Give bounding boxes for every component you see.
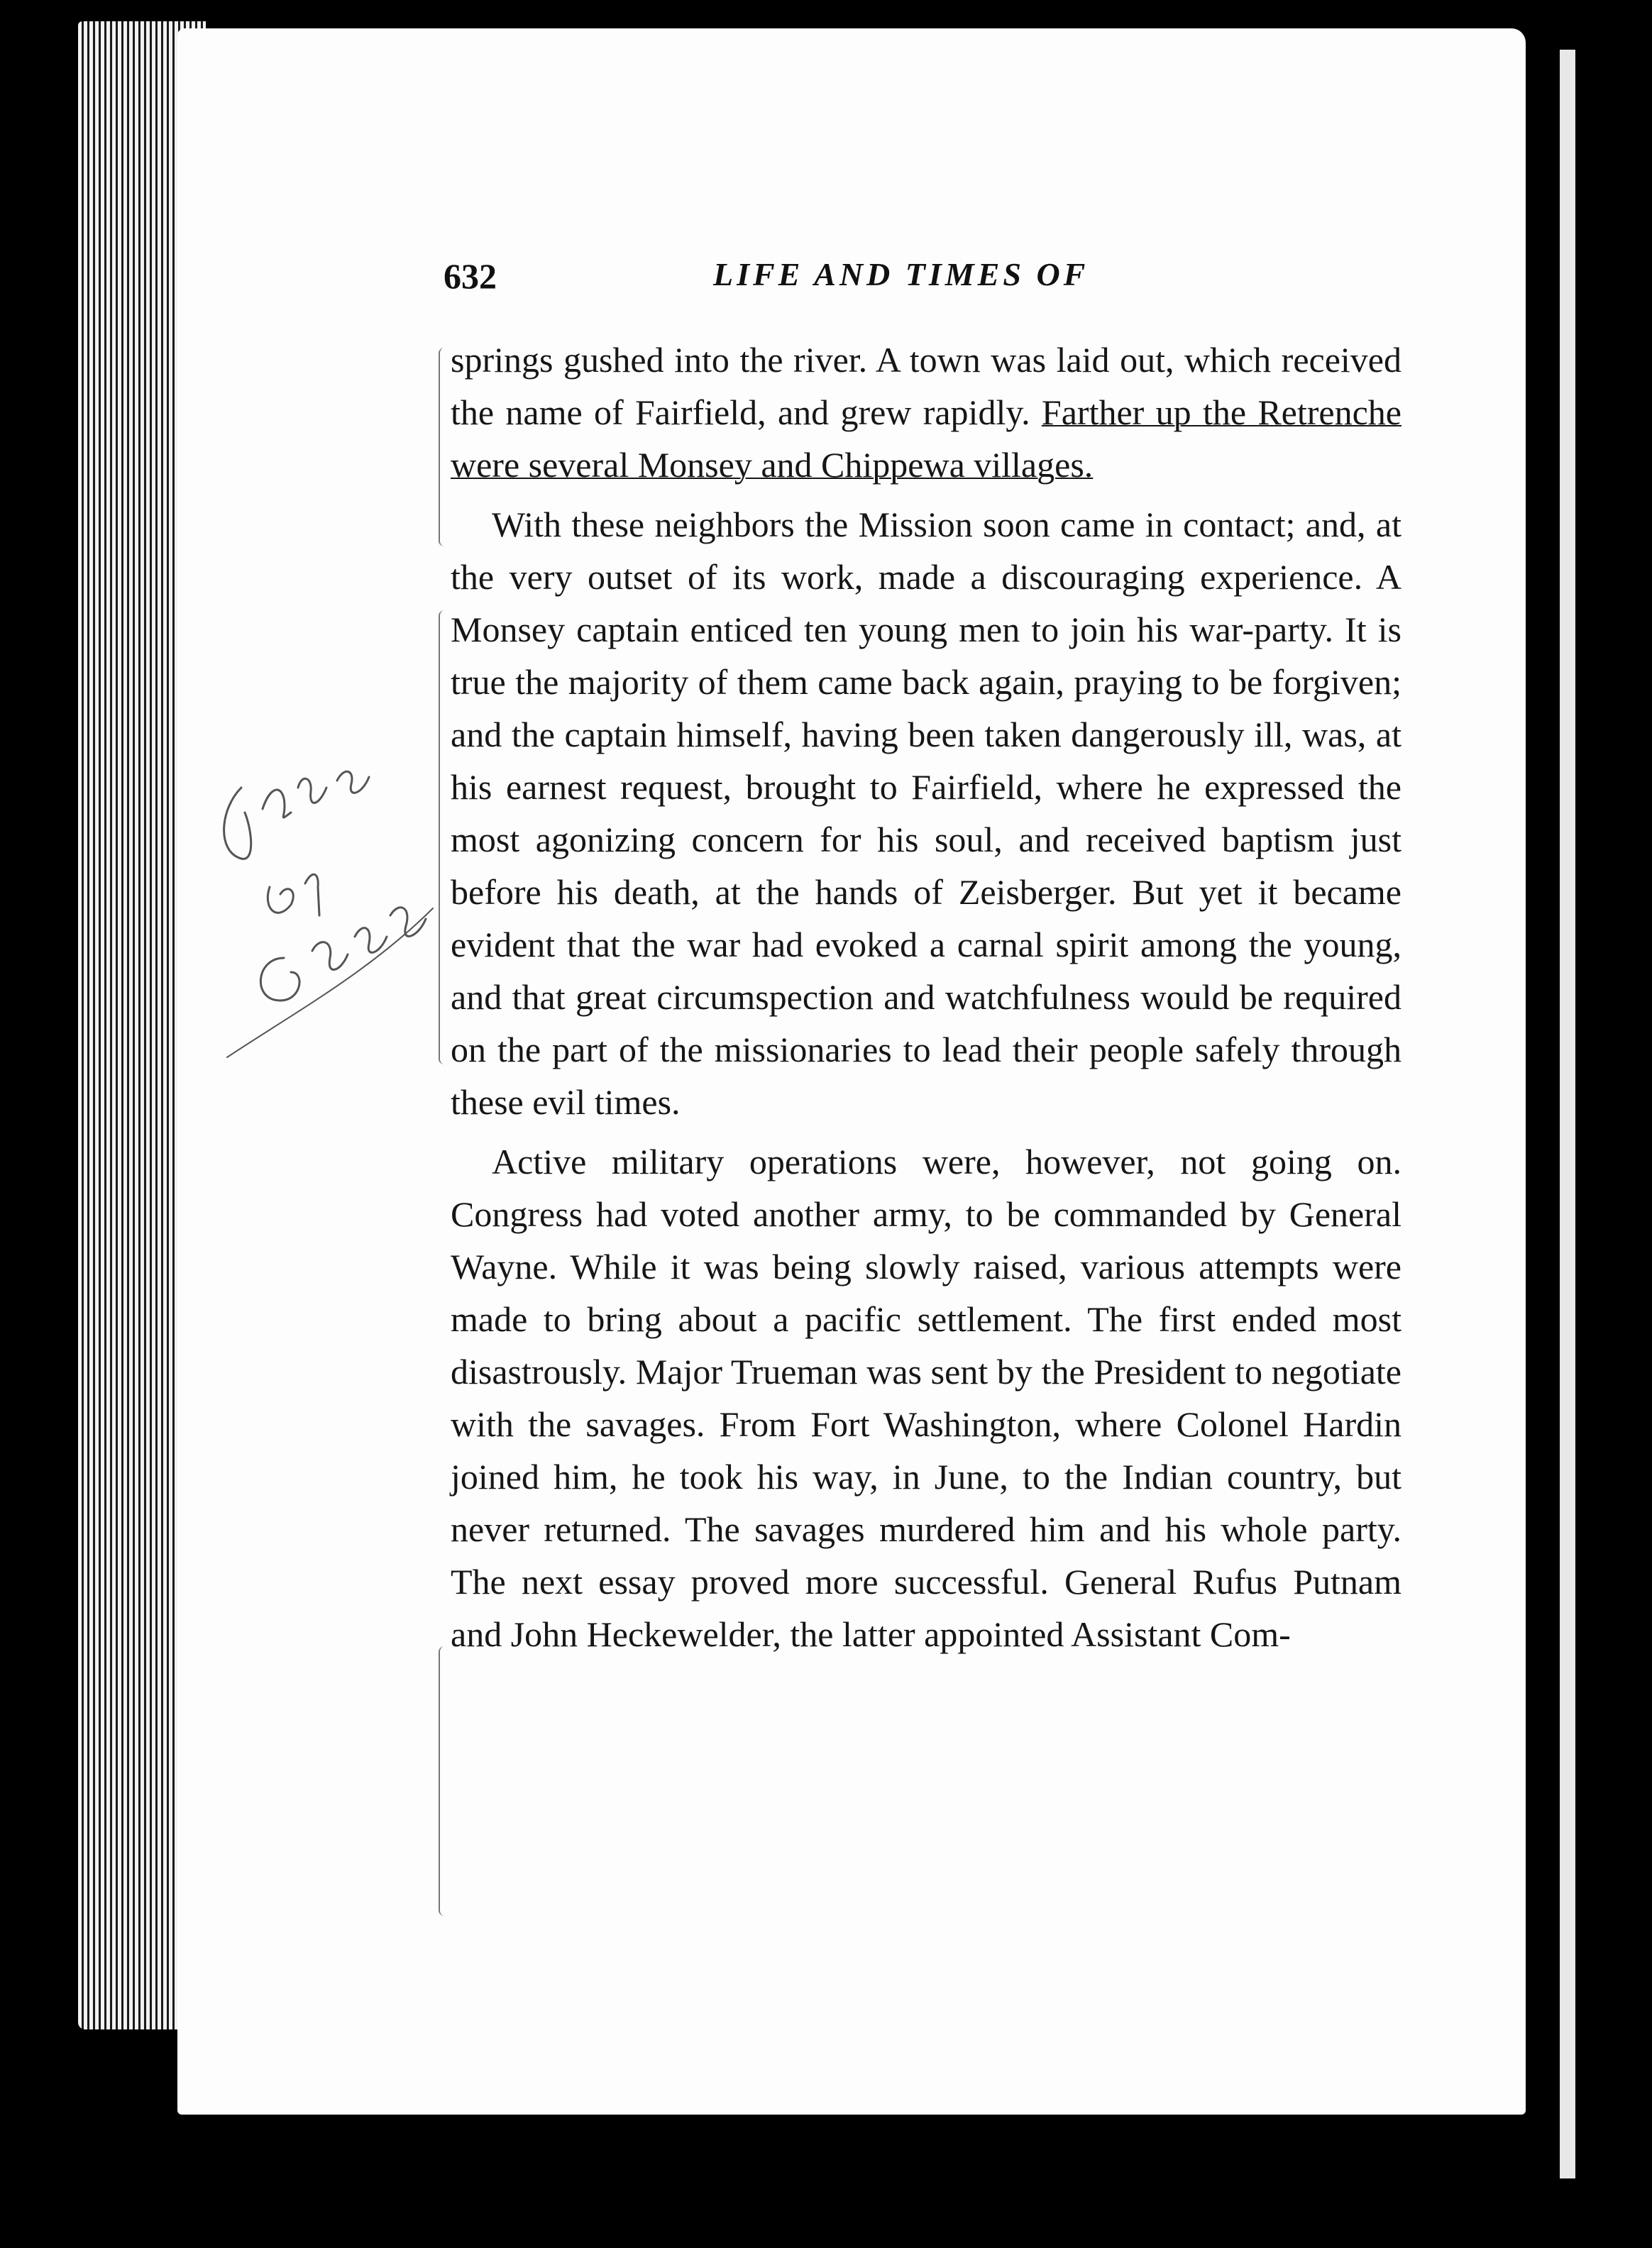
paragraph: Active military operations were, however, not going on. Congress had voted another army, to be commanded by General Wayne. While it was being slowly raised, various attempts were made to bring about a pacific settlement. The first ended most disastrously. Major Trueman was sent by the President to negotiate with the savages. From Fort Washington, where Colonel Hardin joined him, he took his way, in June, to the Indian country, but never returned. The savages murdered him and his whole party. The next essay proved more successful. General Rufus Putnam and John Heckewelder, the latter appointed Assistant Com- [451,1142,1402,1654]
margin-bracket [439,348,447,546]
margin-bracket [439,610,447,1064]
paragraph: With these neighbors the Mission soon came in contact; and, at the very outset of its work, made a discouraging experience. A Monsey captain enticed ten young men to join his war-party. It is true the majority of them came back again, praying to be forgiven; and the captain himself, having been taken dangerously ill, was, at his earnest request, brought to Fairfield, where he expressed the most agonizing concern for his soul, and received baptism just before his death, at the hands of Zeisberger. But yet it became evident that the war had evoked a carnal spirit among the young, and that great circumspection and watchfulness would be required on the part of the missionaries to lead their people safely through these evil times. [451,505,1402,1122]
facing-page-edge [1546,0,1652,2248]
margin-bracket [439,1646,447,1916]
underlined-passage: Farther up the Retrenche were several Monsey and Chippewa villages. [451,392,1402,485]
running-head [444,255,1409,305]
paragraph [451,334,1402,491]
page-number: 632 [444,256,497,296]
body-text [451,334,1402,1668]
paragraph-text: springs gushed into the river. A town was laid out, which received the name of Fairfield, and grew rapidly. [451,340,1402,432]
running-title: LIFE AND TIMES OF [713,256,1089,292]
